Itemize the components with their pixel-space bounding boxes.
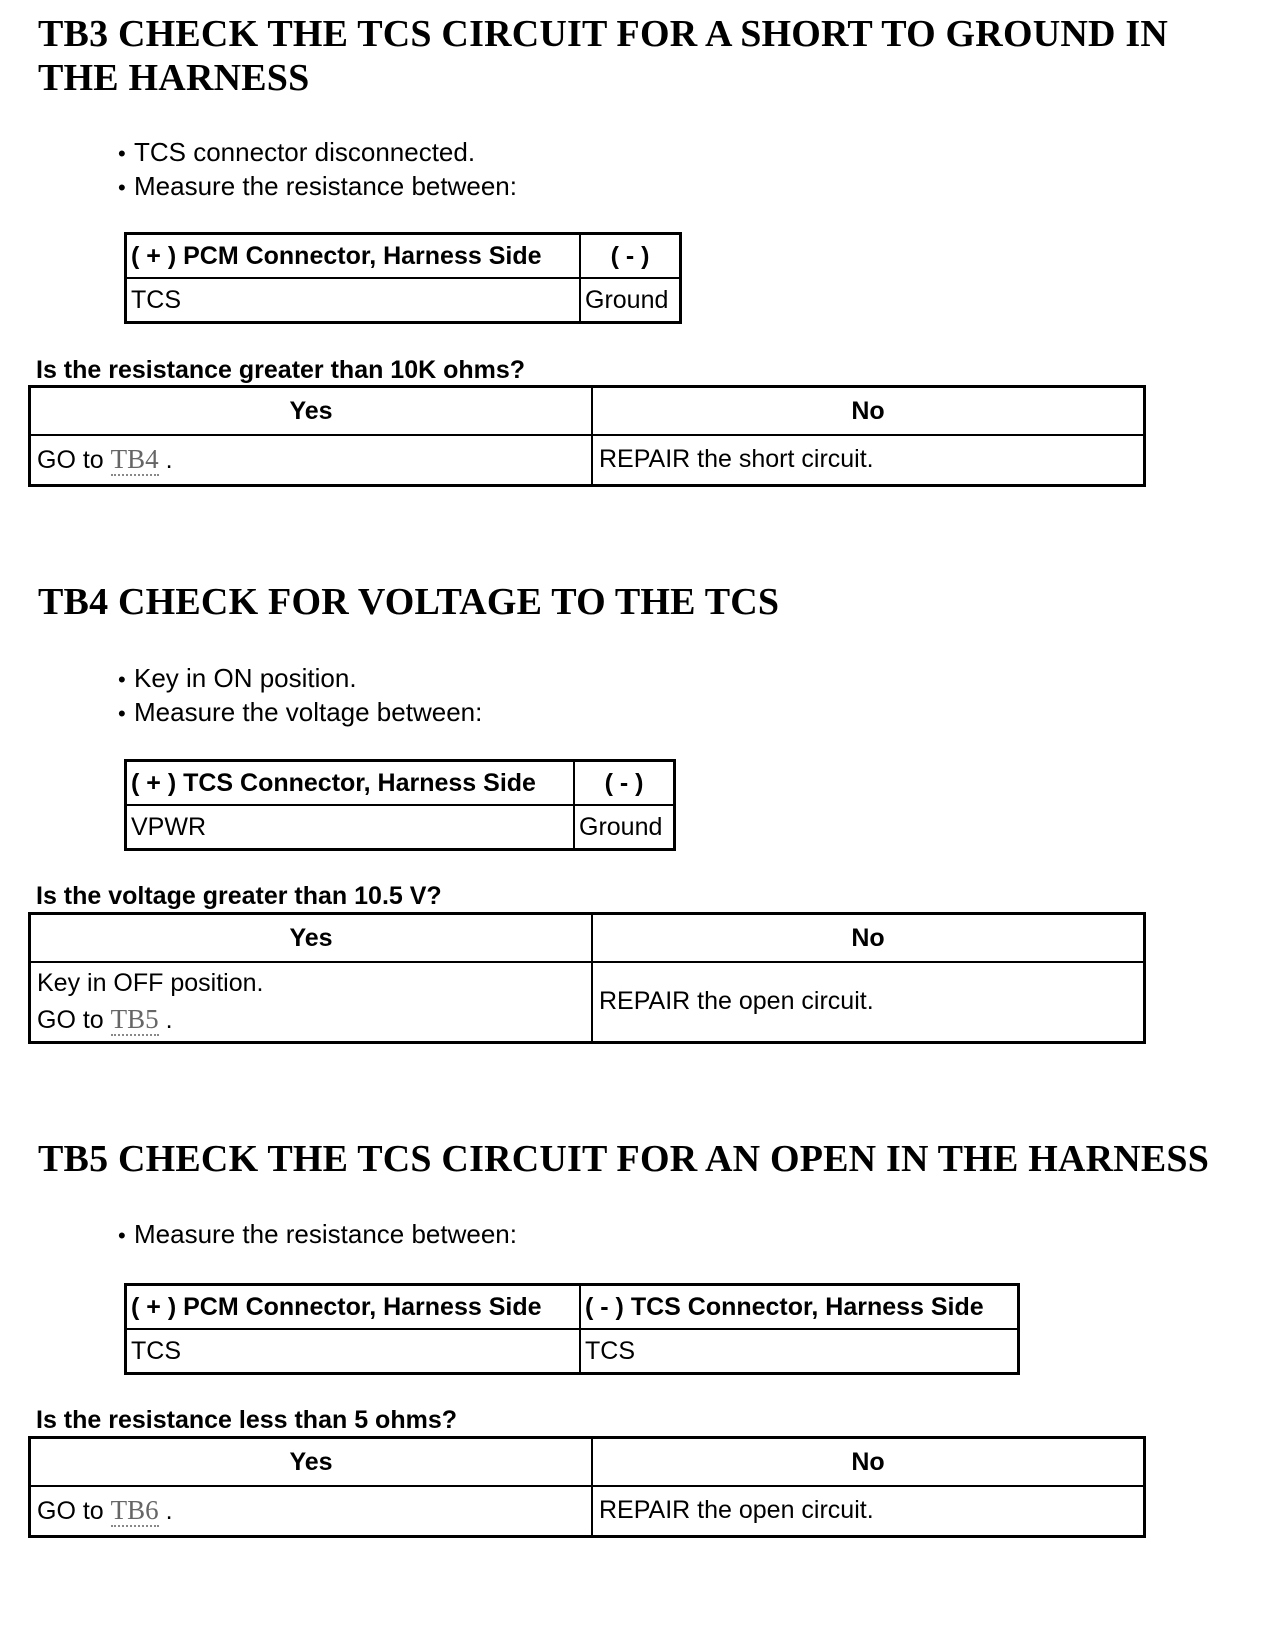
list-item: • Measure the resistance between: bbox=[118, 170, 517, 204]
tb5-question: Is the resistance less than 5 ohms? bbox=[36, 1406, 457, 1434]
tb4-result-table bbox=[28, 912, 1146, 1044]
list-item: • Key in ON position. bbox=[118, 662, 482, 696]
no-cell: REPAIR the short circuit. bbox=[592, 435, 1145, 485]
bullet-icon: • bbox=[118, 667, 126, 692]
no-header: No bbox=[592, 914, 1145, 963]
header-negative: ( - ) TCS Connector, Harness Side bbox=[580, 1285, 1019, 1330]
tb3-question: Is the resistance greater than 10K ohms? bbox=[36, 356, 526, 384]
cell-negative: Ground bbox=[580, 278, 681, 323]
header-positive: ( + ) PCM Connector, Harness Side bbox=[126, 234, 581, 279]
list-item: • Measure the resistance between: bbox=[118, 1218, 517, 1252]
table-row bbox=[126, 234, 681, 279]
tb3-measure-table bbox=[124, 232, 682, 324]
table-row bbox=[30, 914, 1145, 963]
list-item: • TCS connector disconnected. bbox=[118, 136, 517, 170]
tb3-result-table bbox=[28, 385, 1146, 487]
tb4-steps bbox=[118, 662, 482, 730]
table-row bbox=[30, 387, 1145, 436]
header-positive: ( + ) TCS Connector, Harness Side bbox=[126, 761, 575, 806]
no-cell: REPAIR the open circuit. bbox=[592, 1486, 1145, 1536]
cell-positive: TCS bbox=[126, 278, 581, 323]
tb3-title-line2: THE HARNESS bbox=[38, 57, 310, 99]
link-tb5[interactable]: TB5 bbox=[110, 1004, 159, 1035]
table-row bbox=[126, 1329, 1019, 1374]
bullet-icon: • bbox=[118, 141, 126, 166]
bullet-icon: • bbox=[118, 1223, 126, 1248]
yes-header: Yes bbox=[30, 387, 593, 436]
tb3-title-line1: TB3 CHECK THE TCS CIRCUIT FOR A SHORT TO GROUND IN bbox=[38, 13, 1168, 55]
tb4-measure-table bbox=[124, 759, 676, 851]
bullet-icon: • bbox=[118, 175, 126, 200]
table-row bbox=[30, 1438, 1145, 1487]
tb3-steps bbox=[118, 136, 517, 204]
header-negative: ( - ) bbox=[574, 761, 675, 806]
header-negative: ( - ) bbox=[580, 234, 681, 279]
table-row bbox=[30, 962, 1145, 1042]
table-row bbox=[126, 1285, 1019, 1330]
yes-header: Yes bbox=[30, 1438, 593, 1487]
yes-cell: Key in OFF position. GO to TB5 . bbox=[30, 962, 593, 1042]
tb5-measure-table bbox=[124, 1283, 1020, 1375]
no-header: No bbox=[592, 387, 1145, 436]
cell-positive: VPWR bbox=[126, 805, 575, 850]
tb5-steps bbox=[118, 1218, 517, 1252]
table-row bbox=[30, 1486, 1145, 1536]
tb5-title: TB5 CHECK THE TCS CIRCUIT FOR AN OPEN IN THE HARNESS bbox=[38, 1138, 1210, 1180]
yes-cell: GO to TB4 . bbox=[30, 435, 593, 485]
yes-cell: GO to TB6 . bbox=[30, 1486, 593, 1536]
table-row bbox=[126, 278, 681, 323]
table-row bbox=[126, 761, 675, 806]
tb4-question: Is the voltage greater than 10.5 V? bbox=[36, 882, 442, 910]
no-header: No bbox=[592, 1438, 1145, 1487]
tb3-title bbox=[38, 12, 1168, 100]
tb4-title: TB4 CHECK FOR VOLTAGE TO THE TCS bbox=[38, 581, 780, 623]
table-row bbox=[126, 805, 675, 850]
list-item: • Measure the voltage between: bbox=[118, 696, 482, 730]
bullet-icon: • bbox=[118, 701, 126, 726]
cell-positive: TCS bbox=[126, 1329, 581, 1374]
table-row bbox=[30, 435, 1145, 485]
link-tb6[interactable]: TB6 bbox=[110, 1495, 159, 1526]
cell-negative: Ground bbox=[574, 805, 675, 850]
yes-header: Yes bbox=[30, 914, 593, 963]
no-cell: REPAIR the open circuit. bbox=[592, 962, 1145, 1042]
link-tb4[interactable]: TB4 bbox=[110, 444, 159, 475]
tb5-result-table bbox=[28, 1436, 1146, 1538]
cell-negative: TCS bbox=[580, 1329, 1019, 1374]
header-positive: ( + ) PCM Connector, Harness Side bbox=[126, 1285, 581, 1330]
